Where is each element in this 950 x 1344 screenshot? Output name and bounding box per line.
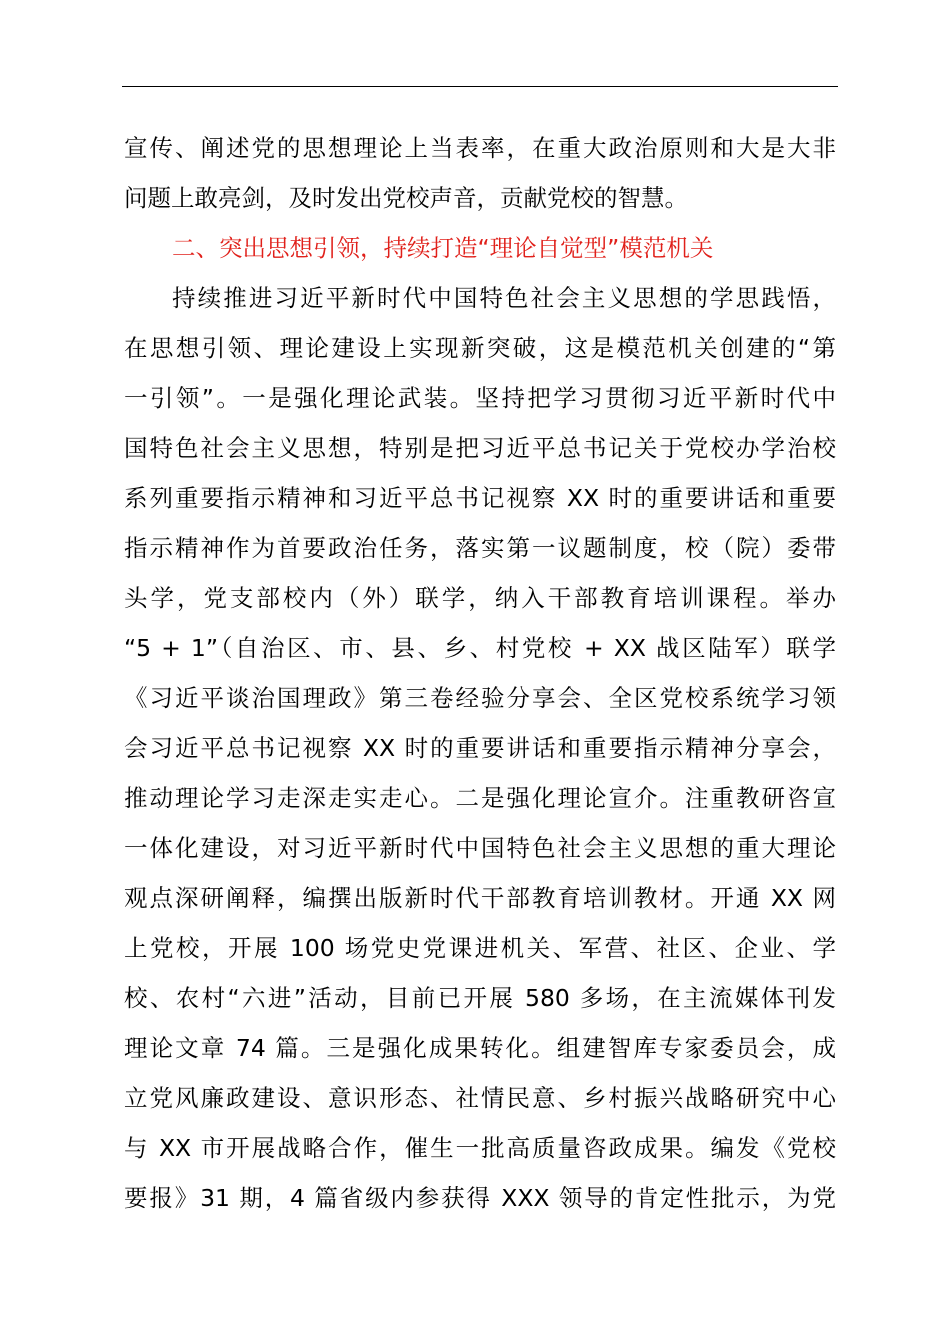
text-line: 头学，党支部校内（外）联学，纳入干部教育培训课程。举办 — [124, 584, 836, 612]
text-line: 与 XX 市开展战略合作，催生一批高质量咨政成果。编发《党校 — [124, 1134, 836, 1162]
text-line: 会习近平总书记视察 XX 时的重要讲话和重要指示精神分享会， — [124, 734, 836, 762]
text-line: 推动理论学习走深走实走心。二是强化理论宣介。注重教研咨宣 — [124, 784, 836, 812]
header-rule — [122, 86, 838, 87]
text-line: 系列重要指示精神和习近平总书记视察 XX 时的重要讲话和重要 — [124, 484, 836, 512]
text-line: 一引领”。一是强化理论武装。坚持把学习贯彻习近平新时代中 — [124, 384, 836, 412]
text-line: 宣传、阐述党的思想理论上当表率，在重大政治原则和大是大非 — [124, 134, 836, 162]
text-line: 问题上敢亮剑，及时发出党校声音，贡献党校的智慧。 — [124, 184, 688, 212]
text-line: 立党风廉政建设、意识形态、社情民意、乡村振兴战略研究中心 — [124, 1084, 836, 1112]
text-line: 一体化建设，对习近平新时代中国特色社会主义思想的重大理论 — [124, 834, 836, 862]
text-line: 观点深研阐释，编撰出版新时代干部教育培训教材。开通 XX 网 — [124, 884, 836, 912]
text-line: 指示精神作为首要政治任务，落实第一议题制度，校（院）委带 — [124, 534, 836, 562]
paragraph-first-line: 持续推进习近平新时代中国特色社会主义思想的学思践悟， — [172, 284, 836, 312]
text-line: 校、农村“六进”活动，目前已开展 580 多场，在主流媒体刊发 — [124, 984, 836, 1012]
text-line: 国特色社会主义思想，特别是把习近平总书记关于党校办学治校 — [124, 434, 836, 462]
text-line: “5 + 1”（自治区、市、县、乡、村党校 + XX 战区陆军）联学 — [124, 634, 836, 662]
section-heading: 二、突出思想引领，持续打造“理论自觉型”模范机关 — [172, 234, 714, 262]
text-line: 上党校，开展 100 场党史党课进机关、军营、社区、企业、学 — [124, 934, 836, 962]
text-line: 在思想引领、理论建设上实现新突破，这是模范机关创建的“第 — [124, 334, 836, 362]
text-line: 要报》31 期，4 篇省级内参获得 XXX 领导的肯定性批示，为党 — [124, 1184, 836, 1212]
text-line: 理论文章 74 篇。三是强化成果转化。组建智库专家委员会，成 — [124, 1034, 836, 1062]
text-line: 《习近平谈治国理政》第三卷经验分享会、全区党校系统学习领 — [124, 684, 836, 712]
